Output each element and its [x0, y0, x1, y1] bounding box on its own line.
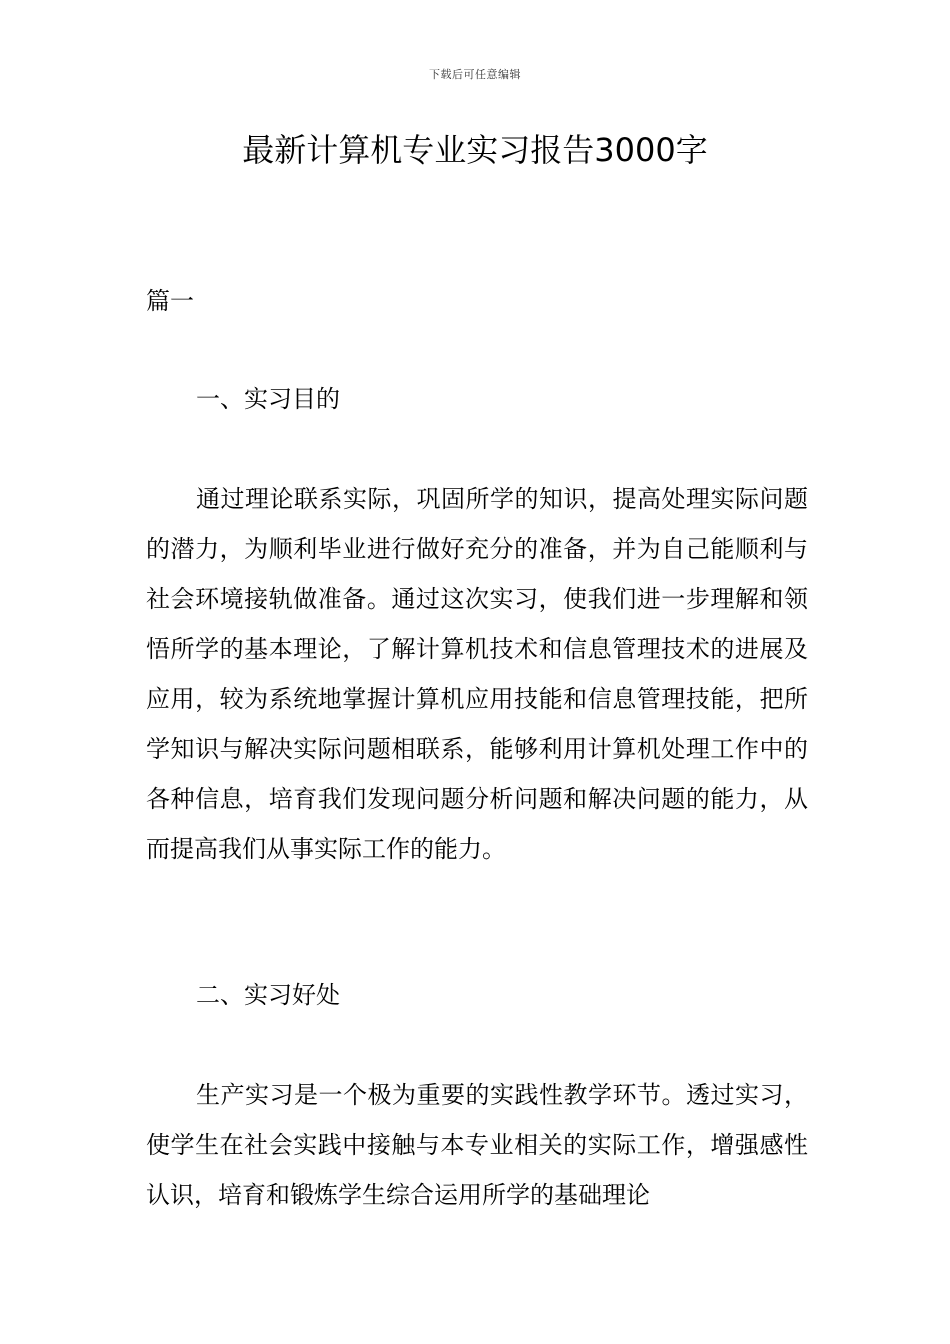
- part-label: 篇一: [146, 287, 194, 315]
- section-paragraph-benefits: 生产实习是一个极为重要的实践性教学环节。透过实习，使学生在社会实践中接触与本专业相关的实际工作，增强感性认识，培育和锻炼学生综合运用所学的基础理论: [146, 1081, 808, 1209]
- header-note: 下载后可任意编辑: [429, 68, 521, 81]
- section-heading-purpose: 一、实习目的: [196, 385, 340, 413]
- document-title: 最新计算机专业实习报告3000字: [242, 131, 708, 169]
- section-heading-benefits: 二、实习好处: [196, 981, 340, 1009]
- section-paragraph-purpose: 通过理论联系实际，巩固所学的知识，提高处理实际问题的潜力，为顺利毕业进行做好充分的准备，并为自己能顺利与社会环境接轨做准备。通过这次实习，使我们进一步理解和领悟所学的基本理论，了解计算机技术和信息管理技术的进展及应用，较为系统地掌握计算机应用技能和信息管理技能，把所学知识与解决实际问题相联系，能够利用计算机处理工作中的各种信息，培育我们发现问题分析问题和解决问题的能力，从而提高我们从事实际工作的能力。: [146, 485, 808, 863]
